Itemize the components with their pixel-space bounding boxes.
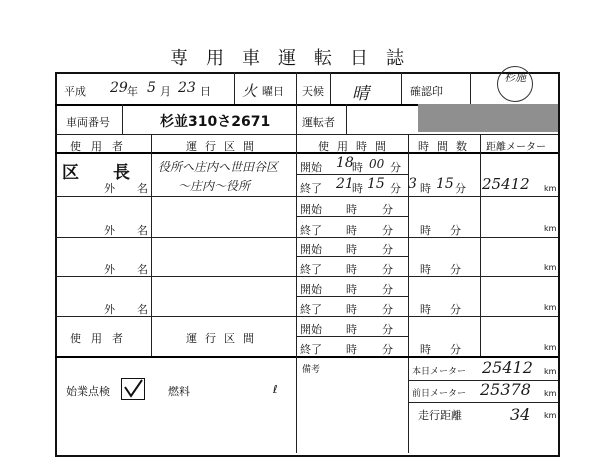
route-header-repeat: 運行区間 [186,332,262,345]
confirm-label: 確認印 [410,85,443,98]
minute-unit: 分 [450,263,461,276]
minute-unit: 分 [450,224,461,237]
weekday-label: 曜日 [262,85,284,98]
others-label: 外名 [104,224,170,237]
driver-name-redaction [418,104,558,132]
hour-unit: 時 [420,182,431,195]
hour-unit: 時 [420,224,431,237]
others-label: 外名 [104,182,170,195]
minute-unit: 分 [382,323,393,336]
inspection-label: 始業点検 [66,385,110,398]
day-unit: 日 [200,85,211,98]
start1-minute: 00 [369,157,385,171]
year-unit: 年 [127,85,138,98]
checkmark-icon [122,379,144,399]
col-time: 使用時間 [318,140,394,153]
start-label: 開始 [300,283,322,296]
col-duration: 時間数 [418,140,475,153]
minute-unit: 分 [455,182,466,195]
minute-unit: 分 [382,224,393,237]
prev-meter-label: 前日メーター [412,389,467,399]
today-meter-label: 本日メーター [412,367,467,377]
end-label: 終了 [300,303,322,316]
minute-unit: 分 [390,182,401,195]
minute-unit: 分 [390,161,401,174]
km-unit: km [544,411,557,420]
hour-unit: 時 [346,203,357,216]
km-unit: km [544,389,557,398]
km-unit: km [544,224,557,233]
km-unit: km [544,367,557,376]
hour-unit: 時 [346,303,357,316]
others-label: 外名 [104,263,170,276]
km-unit: km [544,263,557,272]
start1-hour: 18 [336,155,354,171]
minute-unit: 分 [382,263,393,276]
minute-unit: 分 [450,303,461,316]
start-label: 開始 [300,323,322,336]
minute-unit: 分 [382,203,393,216]
inspection-checkbox[interactable] [121,378,145,400]
confirm-stamp [497,66,533,102]
weekday-value: 火 [242,82,258,100]
day-value: 23 [178,80,196,96]
duration1-hour: 3 [408,176,417,192]
minute-unit: 分 [382,343,393,356]
km-unit: km [544,184,557,193]
col-user: 使用者 [70,140,133,153]
year-value: 29 [110,80,128,96]
start-label: 開始 [300,243,322,256]
col-route: 運行区間 [186,140,262,153]
fuel-label: 燃料 [168,385,190,398]
remarks-label: 備考 [302,365,321,375]
col-meter: 距離メーター [486,142,546,153]
end-label: 終了 [300,182,322,195]
prev-meter-value: 25378 [480,380,531,399]
driver-label: 運転者 [302,116,335,129]
start-label: 開始 [300,161,322,174]
user1-title: 区長 [62,163,164,183]
route1-line2: 〜庄内〜役所 [178,179,251,193]
weather-label: 天候 [302,85,324,98]
stamp-text: 杉施 [504,71,526,84]
meter1-value: 25412 [482,175,530,193]
km-unit: km [544,303,557,312]
hour-unit: 時 [346,343,357,356]
user-header-repeat: 使用者 [70,332,133,345]
minute-unit: 分 [450,343,461,356]
month-value: 5 [147,80,156,96]
hour-unit: 時 [346,263,357,276]
vehicle-number: 杉並310さ2671 [160,114,271,130]
end1-minute: 15 [367,176,385,192]
hour-unit: 時 [420,263,431,276]
hour-unit: 時 [352,182,363,195]
others-label: 外名 [104,303,170,316]
weather-value: 晴 [352,84,369,104]
today-meter-value: 25412 [482,358,533,377]
minute-unit: 分 [382,243,393,256]
fuel-unit: ℓ [273,383,278,396]
month-unit: 月 [160,85,171,98]
minute-unit: 分 [382,283,393,296]
distance-value: 34 [510,405,531,424]
distance-label: 走行距離 [418,409,462,422]
era-label: 平成 [64,85,86,98]
duration1-minute: 15 [436,176,454,192]
start-label: 開始 [300,203,322,216]
hour-unit: 時 [352,161,363,174]
hour-unit: 時 [420,343,431,356]
page-title: 専用車運転日誌 [170,48,422,69]
end-label: 終了 [300,343,322,356]
hour-unit: 時 [346,323,357,336]
hour-unit: 時 [346,283,357,296]
vehicle-label: 車両番号 [66,116,110,129]
hour-unit: 時 [346,224,357,237]
km-unit: km [544,343,557,352]
route1-line1: 役所へ庄内へ世田谷区 [158,160,279,174]
minute-unit: 分 [382,303,393,316]
hour-unit: 時 [346,243,357,256]
hour-unit: 時 [420,303,431,316]
end-label: 終了 [300,263,322,276]
end1-hour: 21 [336,176,354,192]
end-label: 終了 [300,224,322,237]
